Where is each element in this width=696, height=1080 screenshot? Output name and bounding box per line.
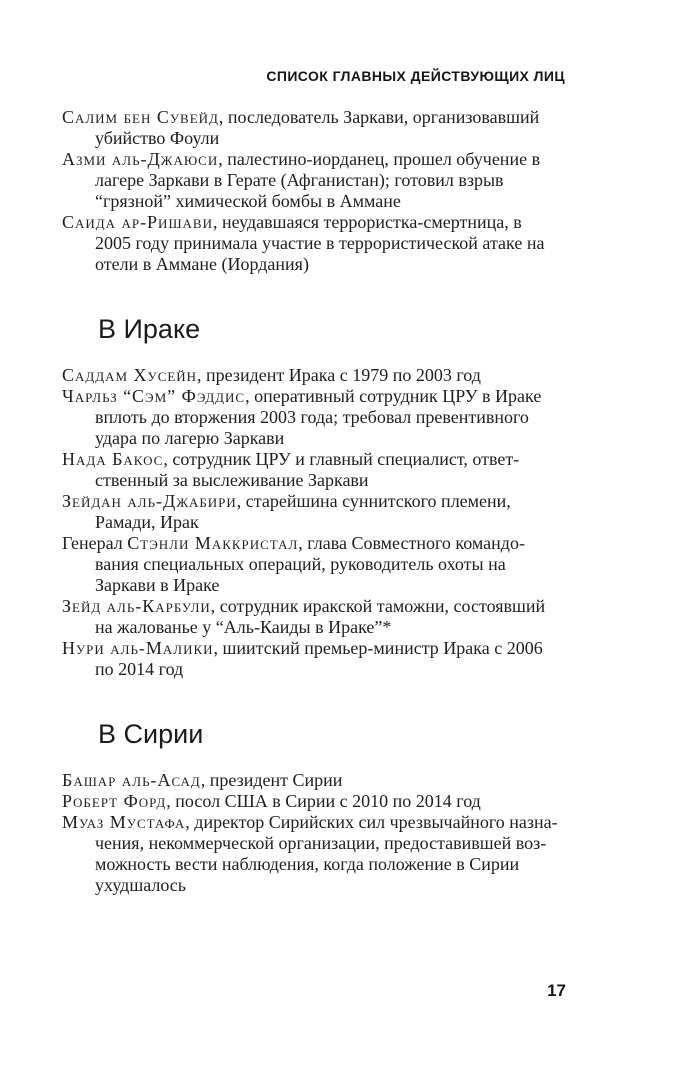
- section-jordan-continued: [62, 107, 562, 275]
- person-description: , неудавшаяся террористка-смертница, в 2005 году принимала участие в террористической атаке на отели в Аммане (Иордания): [95, 212, 545, 274]
- person-name: Нури аль-Малики: [62, 638, 214, 658]
- person-name: Зейд аль-Карбули: [62, 596, 211, 616]
- person-description: , последователь Заркави, организовавший убийство Фоули: [95, 107, 540, 148]
- person-entry: [62, 107, 562, 149]
- person-description: , президент Сирии: [200, 770, 343, 790]
- person-entry: [62, 386, 562, 449]
- person-entry: [62, 212, 562, 275]
- section-iraq: [62, 313, 562, 680]
- person-description: , сотрудник иракской таможни, состоявший на жалованье у “Аль-Каиды в Ираке”*: [95, 596, 546, 637]
- person-list: [62, 107, 562, 275]
- person-entry: [62, 533, 562, 596]
- person-entry: [62, 791, 562, 812]
- person-entry: [62, 812, 562, 896]
- person-entry: [62, 365, 562, 386]
- page-content: [62, 0, 562, 896]
- person-description: , старейшина суннитского племени, Рамади, Ирак: [95, 491, 511, 532]
- person-description: , оперативный сотрудник ЦРУ в Ираке вплоть до вторжения 2003 года; требовал превентивного удара по лагерю Заркави: [95, 386, 542, 448]
- person-description: , директор Сирийских сил чрезвычайного назначения, некоммерческой организации, предоставившей возможность вести наблюдения, когда положение в Сирии ухудшалось: [95, 812, 558, 895]
- person-description: , глава Совместного командования специальных операций, руководитель охоты на Заркави в Ираке: [95, 533, 525, 595]
- section-heading-iraq: В Ираке: [98, 314, 201, 344]
- person-entry: [62, 770, 562, 791]
- person-description: , шиитский премьер-министр Ирака с 2006 по 2014 год: [95, 638, 543, 679]
- person-name: Чарльз “Сэм” Фэддис: [62, 386, 246, 406]
- section-syria: [62, 718, 562, 896]
- person-description: , президент Ирака с 1979 по 2003 год: [197, 365, 481, 385]
- person-name: Азми аль-Джаюси: [62, 149, 219, 169]
- person-name: Башар аль-Асад: [62, 770, 201, 790]
- person-entry: [62, 149, 562, 212]
- person-name: Салим бен Сувейд: [62, 107, 219, 127]
- person-title-prefix: Генерал: [62, 533, 128, 553]
- page-number: 17: [547, 981, 566, 1000]
- person-name: Нада Бакос: [62, 449, 164, 469]
- person-description: , палестино-иорданец, прошел обучение в лагере Заркави в Герате (Афганистан); готовил взрыв “грязной” химической бомбы в Аммане: [95, 149, 541, 211]
- person-name: Саддам Хусейн: [62, 365, 198, 385]
- person-description: , посол США в Сирии с 2010 по 2014 год: [166, 791, 481, 811]
- person-list: [62, 770, 562, 896]
- person-list: [62, 365, 562, 680]
- person-entry: [62, 449, 562, 491]
- section-heading-syria: В Сирии: [98, 719, 204, 749]
- person-entry: [62, 596, 562, 638]
- person-description: , сотрудник ЦРУ и главный специалист, ответственный за выслеживание Заркави: [95, 449, 520, 490]
- person-name: Муаз Мустафа: [62, 812, 186, 832]
- running-head: СПИСОК ГЛАВНЫХ ДЕЙСТВУЮЩИХ ЛИЦ: [266, 68, 565, 84]
- person-entry: [62, 491, 562, 533]
- person-name: Роберт Форд: [62, 791, 167, 811]
- person-entry: [62, 638, 562, 680]
- person-name: Зейдан аль-Джабири: [62, 491, 237, 511]
- person-name: Саида ар-Ришави: [62, 212, 213, 232]
- person-name: Стэнли Маккристал: [127, 533, 299, 553]
